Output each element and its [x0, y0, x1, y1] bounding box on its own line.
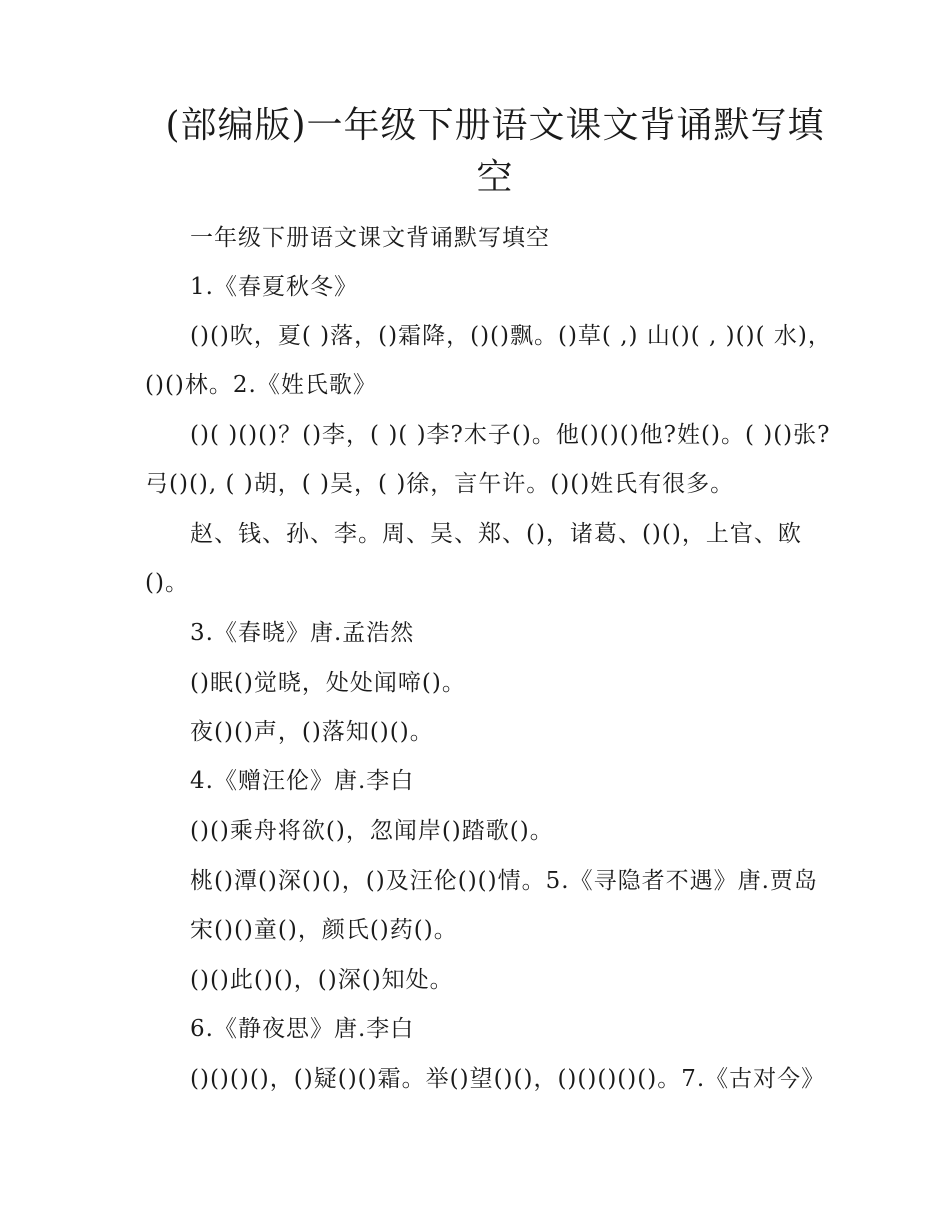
- section-heading-3: 3.《春晓》唐.孟浩然: [190, 620, 415, 646]
- poem-line: ()()此()()，()深()知处。: [190, 967, 454, 993]
- text-line: ()()吹，夏( )落，()霜降，()()飘。()草( ,) 山()( , )()( 水)，: [190, 323, 832, 349]
- poem-line: 夜()()声，()落知()()。: [190, 719, 434, 745]
- poem-line: 桃()潭()深()()，()及汪伦()()情。5.《寻隐者不遇》唐.贾岛: [190, 868, 818, 894]
- section-heading-4: 4.《赠汪伦》唐.李白: [190, 768, 415, 794]
- section-heading-1: 1.《春夏秋冬》: [190, 274, 358, 300]
- poem-line: ()()()()，()疑()()霜。举()望()()，()()()()()。7.《古对今》: [190, 1066, 826, 1092]
- text-line: ()( )()()？()李，( )( )李?木子()。他()()()他?姓()。( )()张?: [190, 422, 831, 448]
- poem-line: ()眠()觉晓，处处闻啼()。: [190, 670, 466, 696]
- text-line: 赵、钱、孙、李。周、吴、郑、()，诸葛、()()，上官、欧: [190, 521, 802, 547]
- section-heading-6: 6.《静夜思》唐.李白: [190, 1016, 415, 1042]
- text-line: ()()林。2.《姓氏歌》: [145, 372, 377, 398]
- text-line: ()。: [145, 570, 189, 596]
- poem-line: ()()乘舟将欲()，忽闻岸()踏歌()。: [190, 818, 554, 844]
- poem-line: 宋()()童()，颜氏()药()。: [190, 917, 458, 943]
- subtitle-line: 一年级下册语文课文背诵默写填空: [190, 225, 550, 251]
- document-title: (部编版)一年级下册语文课文背诵默写填空: [165, 105, 825, 198]
- text-line: 弓()(), ( )胡，( )吴，( )徐，言午许。()()姓氏有很多。: [145, 471, 735, 497]
